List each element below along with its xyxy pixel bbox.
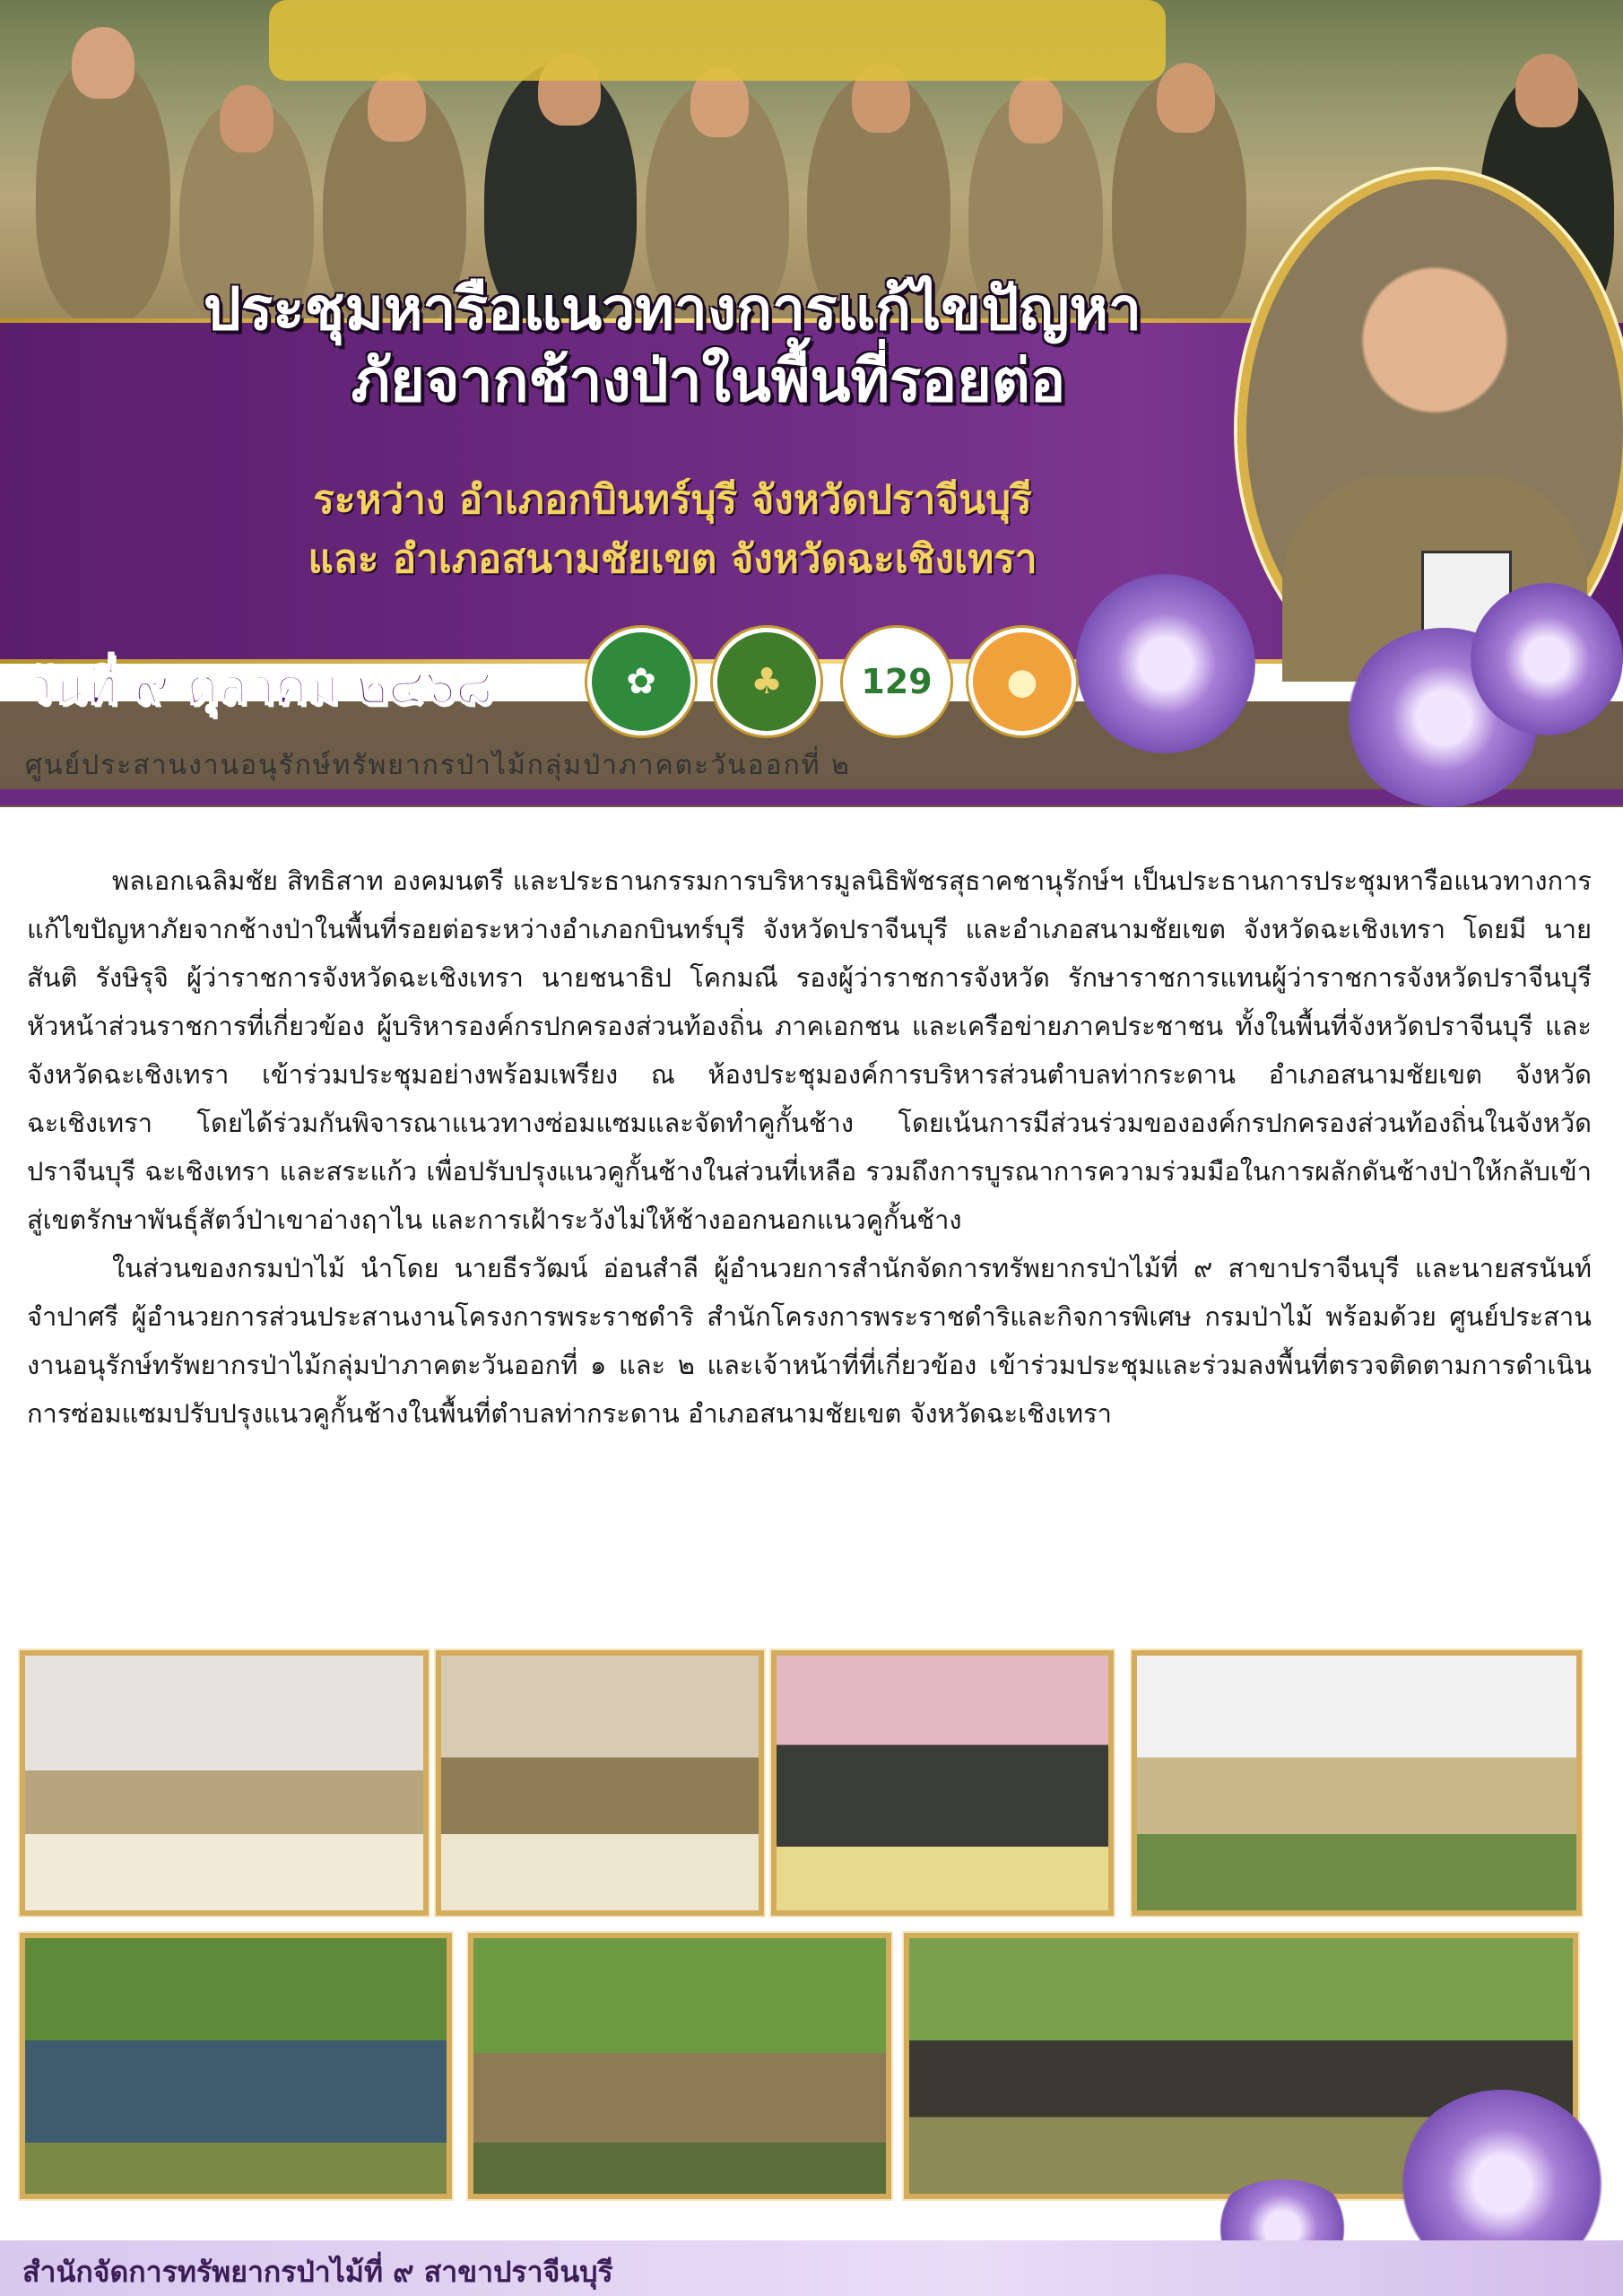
anniversary-logo — [843, 628, 950, 735]
seal-icon: ✿ — [626, 661, 656, 702]
main-title — [36, 274, 1309, 417]
title-line-1: ประชุมหารือแนวทางการแก้ไขปัญหา — [203, 274, 1142, 344]
meeting-photo-3 — [771, 1650, 1114, 1916]
title-line-2: ภัยจากช้างป่าในพื้นที่รอยต่อ — [351, 346, 1066, 415]
footer-office-name: สำนักจัดการทรัพยากรป่าไม้ที่ ๙ สาขาปราจีนบุรี — [22, 2255, 613, 2289]
subtitle-line-2: และ อำเภอสนามชัยเขต จังหวัดฉะเชิงเทรา — [308, 536, 1037, 582]
field-photo-1 — [20, 1933, 452, 2199]
meeting-photo-1 — [20, 1650, 429, 1916]
agency-logo-1 — [587, 628, 695, 735]
header-banner — [0, 0, 1623, 807]
flower-decoration — [1076, 574, 1255, 753]
anniversary-number: 129 — [861, 662, 933, 701]
tree-icon: ♣ — [751, 661, 783, 702]
article-body — [27, 857, 1592, 1438]
field-photo-2 — [468, 1933, 891, 2199]
forest-department-logo — [713, 628, 820, 735]
elephant-logo — [968, 628, 1076, 735]
subtitle — [179, 471, 1166, 589]
event-date: วันที่ ๙ ตุลาคม ๒๕๖๘ — [25, 658, 493, 715]
flower-decoration — [1471, 583, 1623, 735]
article-paragraph-1: พลเอกเฉลิมชัย สิทธิสาท องคมนตรี และประธานกรรมการบริหารมูลนิธิพัชรสุธาคชานุรักษ์ฯ เป็นประธานการประชุมหารือแนวทางการแก้ไขปัญหาภัยจากช้างป่าในพื้นที่รอยต่อระหว่างอำเภอกบินทร์บุรี จังหวัดปราจีนบุรี และอำเภอสนามชัยเขต จังหวัดฉะเชิงเทรา โดยมี นายสันติ รังษิรุจิ ผู้ว่าราชการจังหวัดฉะเชิงเทรา นายชนาธิป โคกมณี รองผู้ว่าราชการจังหวัด รักษาราชการแทนผู้ว่าราชการจังหวัดปราจีนบุรี หัวหน้าส่วนราชการที่เกี่ยวข้อง ผู้บริหารองค์กรปกครองส่วนท้องถิ่น ภาคเอกชน และเครือข่ายภาคประชาชน ทั้งในพื้นที่จังหวัดปราจีนบุรี และจังหวัดฉะเชิงเทรา เข้าร่วมประชุมอย่างพร้อมเพรียง ณ ห้องประชุมองค์การบริหารส่วนตำบลท่ากระดาน อำเภอสนามชัยเขต จังหวัดฉะเชิงเทรา โดยได้ร่วมกันพิจารณาแนวทางซ่อมแซมและจัดทำคูกั้นช้าง โดยเน้นการมีส่วนร่วมขององค์กรปกครองส่วนท้องถิ่นในจังหวัดปราจีนบุรี ฉะเชิงเทรา และสระแก้ว เพื่อปรับปรุงแนวคูกั้นช้างในส่วนที่เหลือ รวมถึงการบูรณาการความร่วมมือในการผลักดันช้างป่าให้กลับเข้าสู่เขตรักษาพันธุ์สัตว์ป่าเขาอ่างฤาไน และการเฝ้าระวังไม่ให้ช้างออกนอกแนวคูกั้นช้าง — [27, 865, 1592, 1235]
meeting-photo-2 — [436, 1650, 764, 1916]
subtitle-line-1: ระหว่าง อำเภอกบินทร์บุรี จังหวัดปราจีนบุรี — [313, 477, 1032, 523]
meeting-room-photo — [1132, 1650, 1582, 1916]
header-bottom-strip — [0, 789, 1623, 805]
elephant-icon: ● — [1006, 661, 1038, 702]
organization-name: ศูนย์ประสานงานอนุรักษ์ทรัพยากรป่าไม้กลุ่มป่าภาคตะวันออกที่ ๒ — [25, 750, 851, 781]
article-paragraph-2: ในส่วนของกรมป่าไม้ นำโดย นายธีรวัฒน์ อ่อนสำลี ผู้อำนวยการสำนักจัดการทรัพยากรป่าไม้ที่ ๙ สาขาปราจีนบุรี และนายสรนันท์ จำปาศรี ผู้อำนวยการส่วนประสานงานโครงการพระราชดำริ สำนักโครงการพระราชดำริและกิจการพิเศษ กรมป่าไม้ พร้อมด้วย ศูนย์ประสานงานอนุรักษ์ทรัพยากรป่าไม้กลุ่มป่าภาคตะวันออกที่ ๑ และ ๒ และเจ้าหน้าที่ที่เกี่ยวข้อง เข้าร่วมประชุมและร่วมลงพื้นที่ตรวจติดตามการดำเนินการซ่อมแซมปรับปรุงแนวคูกั้นช้างในพื้นที่ตำบลท่ากระดาน อำเภอสนามชัยเขต จังหวัดฉะเชิงเทรา — [27, 1253, 1592, 1429]
